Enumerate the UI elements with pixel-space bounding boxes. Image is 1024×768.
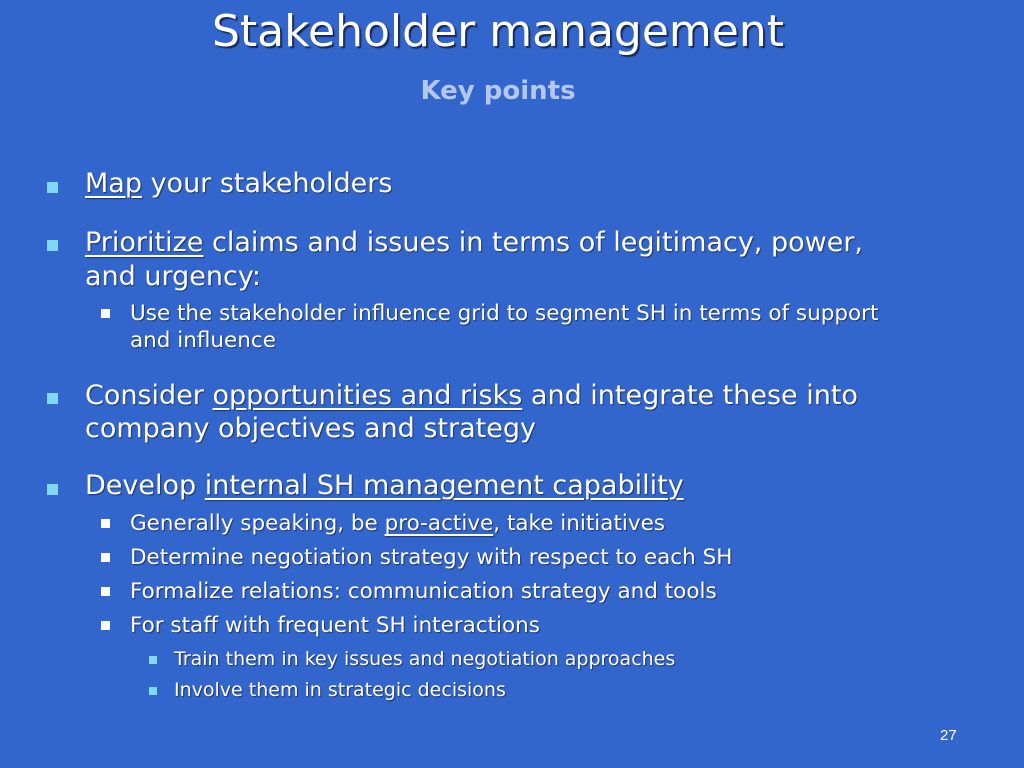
bullet-prioritize-line2: and urgency: [85, 261, 261, 292]
sub-bullet-proactive [130, 510, 665, 537]
bullet-text: , take initiatives [493, 511, 666, 536]
map-link[interactable]: Map [85, 168, 142, 199]
square-bullet-icon [101, 587, 110, 596]
bullet-text: claims and issues in terms of legitimacy, power, [203, 227, 864, 258]
square-bullet-icon [101, 519, 110, 528]
slide-subtitle: Key points [420, 76, 576, 106]
bullet-develop-capability [85, 470, 684, 502]
opportunities-risks-link[interactable]: opportunities and risks [212, 380, 523, 411]
square-bullet-icon [47, 393, 58, 404]
square-bullet-icon [47, 182, 58, 193]
prioritize-link[interactable]: Prioritize [85, 227, 204, 258]
bullet-text: your stakeholders [141, 168, 393, 199]
square-bullet-icon [47, 240, 58, 251]
bullet-text: Consider [85, 380, 213, 411]
bullet-text: and integrate these into [522, 380, 858, 411]
square-bullet-icon [47, 484, 58, 495]
sub-sub-bullet-involve: Involve them in strategic decisions [174, 679, 506, 701]
sub-bullet-influence-grid-line1: Use the stakeholder influence grid to segment SH in terms of support [130, 301, 879, 326]
sub-bullet-formalize: Formalize relations: communication strategy and tools [130, 579, 717, 604]
sub-bullet-staff: For staff with frequent SH interactions [130, 613, 541, 638]
sub-bullet-negotiation: Determine negotiation strategy with respect to each SH [130, 545, 733, 570]
square-bullet-icon [101, 553, 110, 562]
square-bullet-icon [149, 656, 157, 664]
bullet-opportunities-line2: company objectives and strategy [85, 413, 536, 444]
square-bullet-icon [101, 621, 110, 630]
bullet-text: Develop [85, 470, 205, 501]
square-bullet-icon [101, 309, 110, 318]
sub-sub-bullet-train: Train them in key issues and negotiation approaches [174, 648, 676, 670]
slide-title: Stakeholder management [212, 6, 784, 57]
sh-capability-link[interactable]: internal SH management capability [204, 470, 684, 501]
bullet-prioritize-line1 [85, 227, 863, 259]
page-number: 27 [940, 727, 957, 744]
pro-active-link[interactable]: pro-active [384, 511, 494, 536]
bullet-text: Generally speaking, be [130, 511, 385, 536]
bullet-map-stakeholders [85, 168, 392, 200]
square-bullet-icon [149, 687, 157, 695]
sub-bullet-influence-grid-line2: and influence [130, 328, 276, 353]
bullet-opportunities-line1 [85, 380, 858, 412]
